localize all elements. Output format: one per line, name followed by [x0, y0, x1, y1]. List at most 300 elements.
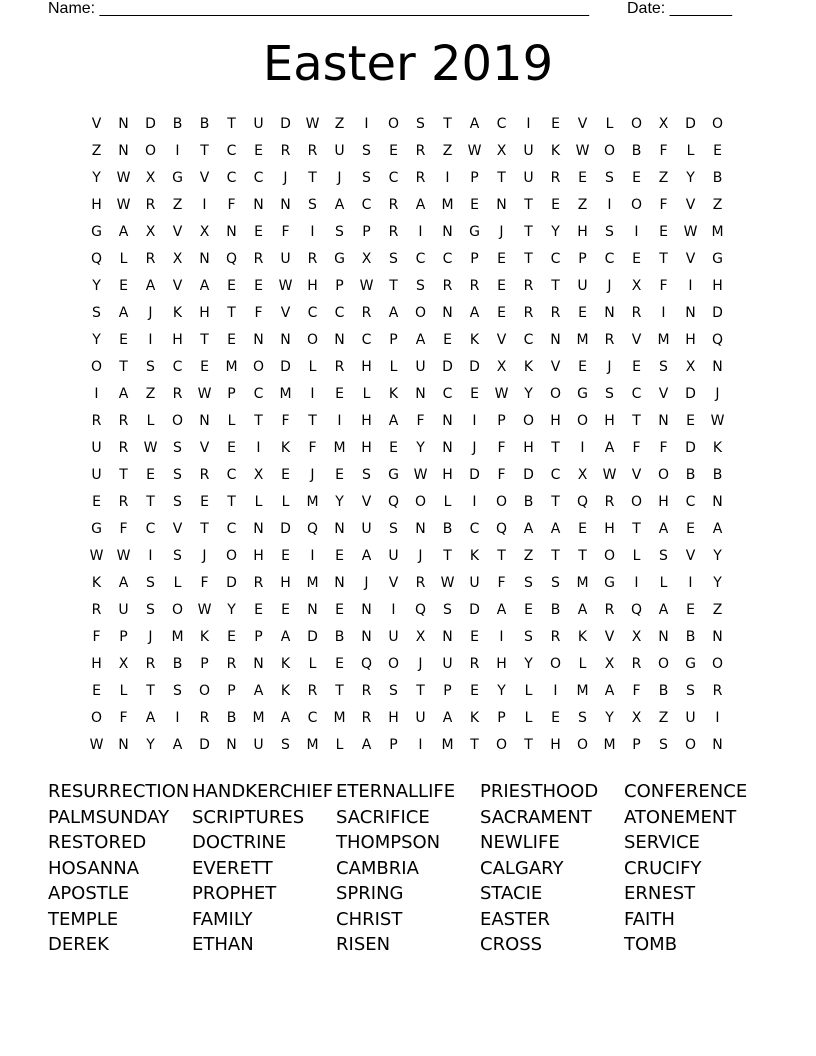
grid-row [83, 246, 733, 273]
grid-letter: A [388, 413, 399, 429]
word-bank-item: CALGARY [480, 857, 564, 879]
grid-letter: A [415, 197, 426, 213]
grid-letter: E [443, 332, 452, 348]
grid-letter: A [334, 197, 345, 213]
grid-letter: B [685, 467, 696, 483]
grid-letter: O [684, 737, 697, 753]
grid-letter: R [415, 575, 426, 591]
grid-letter: F [659, 143, 668, 159]
grid-letter: T [146, 494, 155, 510]
grid-letter: B [685, 629, 696, 645]
grid-letter: U [523, 170, 534, 186]
word-bank-item: SACRIFICE [336, 806, 430, 828]
grid-letter: R [91, 413, 102, 429]
grid-letter: P [119, 629, 128, 645]
grid-letter: E [254, 224, 263, 240]
word-bank-item: CONFERENCE [624, 781, 748, 802]
grid-letter: V [496, 332, 507, 348]
grid-letter: D [469, 359, 480, 375]
grid-letter: Z [712, 602, 723, 618]
grid-letter: A [496, 602, 507, 618]
grid-letter: N [442, 629, 453, 645]
grid-letter: U [118, 602, 129, 618]
grid-letter: Q [225, 251, 238, 267]
grid-letter: O [171, 602, 184, 618]
grid-letter: V [199, 440, 210, 456]
grid-letter: L [578, 656, 587, 672]
grid-letter: N [658, 413, 669, 429]
grid-letter: A [280, 710, 291, 726]
grid-letter: J [148, 305, 153, 321]
grid-letter: K [523, 359, 534, 375]
grid-letter: R [118, 494, 129, 510]
grid-letter: S [524, 575, 533, 591]
name-field[interactable]: Name: _______________________________________________________ [48, 0, 589, 17]
grid-letter: H [604, 413, 615, 429]
grid-letter: M [711, 224, 724, 240]
grid-letter: A [415, 332, 426, 348]
grid-letter: N [442, 224, 453, 240]
grid-letter: H [550, 737, 561, 753]
grid-letter: L [524, 710, 533, 726]
grid-letter: O [306, 332, 319, 348]
word-bank-item: TOMB [624, 934, 678, 955]
grid-letter: D [685, 116, 696, 132]
grid-letter: E [524, 602, 533, 618]
grid-letter: E [578, 170, 587, 186]
grid-letter: A [469, 116, 480, 132]
grid-letter: X [253, 467, 264, 483]
grid-letter: I [472, 413, 477, 429]
grid-letter: W [197, 386, 212, 402]
grid-letter: K [469, 332, 480, 348]
grid-letter: D [685, 440, 696, 456]
word-bank-item: SCRIPTURES [192, 806, 305, 828]
grid-letter: P [443, 683, 452, 699]
grid-letter: U [91, 467, 102, 483]
grid-letter: E [281, 548, 290, 564]
grid-letter: Q [90, 251, 103, 267]
grid-letter: N [712, 494, 723, 510]
grid-letter: I [418, 737, 423, 753]
grid-letter: J [364, 575, 369, 591]
grid-letter: B [550, 602, 561, 618]
grid-letter: F [227, 197, 236, 213]
grid-letter: A [145, 278, 156, 294]
grid-letter: Y [92, 278, 101, 294]
grid-letter: T [443, 116, 452, 132]
grid-letter: D [469, 602, 480, 618]
grid-letter: M [225, 359, 238, 375]
grid-letter: T [524, 224, 533, 240]
grid-letter: R [469, 656, 480, 672]
grid-letter: I [607, 197, 612, 213]
grid-letter: D [226, 575, 237, 591]
grid-letter: K [469, 548, 480, 564]
grid-letter: A [361, 548, 372, 564]
grid-letter: C [361, 332, 372, 348]
grid-letter: S [173, 440, 182, 456]
grid-letter: R [631, 305, 642, 321]
grid-letter: C [226, 170, 237, 186]
word-bank-item: RESURRECTION [48, 781, 190, 802]
grid-letter: U [280, 251, 291, 267]
grid-letter: K [712, 440, 723, 456]
grid-letter: T [227, 305, 236, 321]
grid-letter: J [418, 548, 423, 564]
grid-letter: P [227, 386, 236, 402]
grid-letter: A [550, 521, 561, 537]
grid-letter: U [253, 116, 264, 132]
grid-letter: S [281, 737, 290, 753]
word-bank-item: TEMPLE [48, 908, 119, 930]
grid-letter: M [657, 332, 670, 348]
grid-letter: I [94, 386, 99, 402]
grid-letter: N [361, 602, 372, 618]
grid-letter: P [200, 656, 209, 672]
grid-letter: H [496, 656, 507, 672]
grid-letter: U [442, 656, 453, 672]
grid-letter: N [253, 521, 264, 537]
grid-letter: E [254, 602, 263, 618]
grid-letter: C [253, 386, 264, 402]
word-bank-item: ATONEMENT [624, 806, 737, 828]
grid-letter: V [172, 521, 183, 537]
grid-letter: X [145, 170, 156, 186]
grid-letter: N [118, 116, 129, 132]
grid-letter: W [143, 440, 158, 456]
grid-letter: T [443, 548, 452, 564]
grid-letter: E [335, 467, 344, 483]
grid-letter: Q [495, 521, 508, 537]
grid-letter: Y [92, 332, 101, 348]
word-bank-item: HANDKERCHIEF [192, 781, 334, 802]
grid-letter: Z [577, 197, 588, 213]
grid-letter: Y [713, 548, 722, 564]
word-bank-item: HOSANNA [48, 857, 140, 879]
grid-letter: W [278, 278, 293, 294]
grid-letter: T [200, 521, 209, 537]
grid-letter: A [361, 737, 372, 753]
grid-letter: O [225, 548, 238, 564]
grid-letter: E [497, 251, 506, 267]
grid-letter: C [550, 467, 561, 483]
grid-letter: O [414, 494, 427, 510]
grid-letter: S [524, 629, 533, 645]
grid-letter: P [497, 413, 506, 429]
grid-letter: G [712, 251, 723, 267]
grid-letter: T [524, 251, 533, 267]
grid-letter: E [551, 197, 560, 213]
grid-letter: S [362, 467, 371, 483]
grid-letter: L [281, 494, 290, 510]
grid-letter: X [199, 224, 210, 240]
grid-letter: V [631, 467, 642, 483]
grid-letter: V [199, 170, 210, 186]
grid-letter: P [389, 737, 398, 753]
grid-letter: L [686, 143, 695, 159]
grid-letter: A [388, 305, 399, 321]
grid-letter: C [253, 170, 264, 186]
grid-letter: L [443, 494, 452, 510]
grid-letter: K [172, 305, 183, 321]
grid-letter: T [551, 278, 560, 294]
grid-letter: E [713, 143, 722, 159]
grid-letter: M [576, 575, 589, 591]
grid-letter: F [632, 683, 641, 699]
grid-letter: E [254, 278, 263, 294]
grid-letter: L [335, 737, 344, 753]
grid-row [83, 219, 733, 246]
grid-letter: V [658, 386, 669, 402]
grid-letter: J [148, 629, 153, 645]
grid-letter: L [308, 359, 317, 375]
grid-letter: R [550, 305, 561, 321]
grid-letter: S [362, 143, 371, 159]
grid-letter: U [388, 548, 399, 564]
grid-letter: W [89, 737, 104, 753]
grid-letter: E [281, 602, 290, 618]
grid-letter: O [657, 656, 670, 672]
grid-letter: K [469, 710, 480, 726]
grid-letter: C [496, 116, 507, 132]
word-bank-item: EVERETT [192, 857, 273, 879]
grid-letter: S [605, 386, 614, 402]
grid-letter: E [632, 359, 641, 375]
grid-letter: P [497, 710, 506, 726]
grid-letter: L [605, 116, 614, 132]
grid-row [83, 354, 733, 381]
grid-letter: F [119, 710, 128, 726]
grid-row [83, 570, 733, 597]
grid-letter: F [308, 440, 317, 456]
grid-letter: I [580, 440, 585, 456]
grid-letter: E [578, 521, 587, 537]
grid-row [83, 624, 733, 651]
grid-letter: E [551, 116, 560, 132]
grid-letter: I [337, 413, 342, 429]
grid-letter: Z [658, 170, 669, 186]
grid-letter: E [551, 710, 560, 726]
word-bank-item: SPRING [336, 883, 404, 904]
grid-letter: T [146, 683, 155, 699]
word-bank-item: SACRAMENT [480, 806, 592, 828]
word-bank-item: CRUCIFY [624, 857, 702, 879]
grid-letter: E [470, 386, 479, 402]
grid-letter: B [172, 656, 183, 672]
grid-letter: O [603, 548, 616, 564]
grid-letter: M [441, 197, 454, 213]
grid-letter: X [631, 629, 642, 645]
grid-letter: I [148, 548, 153, 564]
grid-letter: D [523, 467, 534, 483]
grid-letter: Y [605, 710, 614, 726]
grid-letter: T [551, 440, 560, 456]
grid-letter: R [118, 440, 129, 456]
grid-row [83, 408, 733, 435]
grid-letter: E [497, 278, 506, 294]
grid-letter: R [253, 251, 264, 267]
grid-letter: M [306, 494, 319, 510]
grid-letter: Z [658, 710, 669, 726]
grid-letter: E [200, 359, 209, 375]
grid-letter: C [523, 332, 534, 348]
grid-letter: G [577, 386, 588, 402]
grid-letter: E [470, 683, 479, 699]
grid-letter: G [469, 224, 480, 240]
word-bank-item: ETHAN [192, 934, 254, 955]
grid-letter: R [550, 629, 561, 645]
grid-letter: X [604, 656, 615, 672]
grid-letter: E [200, 494, 209, 510]
grid-letter: H [253, 548, 264, 564]
grid-letter: E [227, 332, 236, 348]
header [48, 0, 748, 20]
grid-letter: U [577, 278, 588, 294]
grid-letter: F [200, 575, 209, 591]
word-bank-item: CHRIST [336, 908, 403, 930]
grid-letter: D [685, 386, 696, 402]
word-bank-item: NEWLIFE [480, 832, 560, 853]
grid-letter: W [440, 575, 455, 591]
grid-letter: R [307, 683, 318, 699]
grid-letter: D [280, 116, 291, 132]
grid-letter: C [361, 197, 372, 213]
grid-letter: N [712, 737, 723, 753]
grid-letter: R [334, 359, 345, 375]
grid-row [83, 543, 733, 570]
grid-letter: A [118, 224, 129, 240]
grid-letter: A [604, 683, 615, 699]
grid-letter: N [253, 656, 264, 672]
grid-letter: N [712, 629, 723, 645]
word-bank-item: RISEN [336, 934, 391, 955]
grid-letter: W [116, 197, 131, 213]
grid-letter: F [659, 278, 668, 294]
grid-letter: U [361, 521, 372, 537]
grid-letter: O [576, 737, 589, 753]
grid-letter: O [630, 197, 643, 213]
grid-letter: V [361, 494, 372, 510]
grid-letter: H [604, 521, 615, 537]
grid-letter: F [281, 413, 290, 429]
grid-letter: I [310, 548, 315, 564]
grid-letter: V [91, 116, 102, 132]
grid-letter: A [118, 305, 129, 321]
grid-letter: A [469, 305, 480, 321]
grid-letter: M [279, 386, 292, 402]
grid-letter: X [631, 710, 642, 726]
grid-letter: E [119, 278, 128, 294]
grid-letter: W [413, 467, 428, 483]
grid-letter: C [226, 467, 237, 483]
grid-letter: W [359, 278, 374, 294]
grid-letter: E [92, 683, 101, 699]
grid-letter: T [389, 278, 398, 294]
grid-letter: F [497, 467, 506, 483]
grid-letter: V [280, 305, 291, 321]
grid-letter: T [470, 737, 479, 753]
grid-letter: T [308, 413, 317, 429]
grid-letter: U [91, 440, 102, 456]
grid-letter: I [418, 224, 423, 240]
grid-letter: S [416, 116, 425, 132]
grid-letter: P [389, 332, 398, 348]
grid-letter: C [631, 386, 642, 402]
grid-letter: I [364, 116, 369, 132]
grid-letter: O [171, 413, 184, 429]
grid-letter: Y [524, 386, 533, 402]
word-search-grid [83, 111, 733, 759]
grid-letter: N [658, 629, 669, 645]
grid-letter: B [334, 629, 345, 645]
grid-letter: R [604, 332, 615, 348]
grid-letter: O [90, 710, 103, 726]
date-field[interactable]: Date: _______ [627, 0, 732, 17]
grid-letter: U [685, 710, 696, 726]
grid-letter: T [497, 170, 506, 186]
grid-row [83, 678, 733, 705]
grid-letter: L [227, 413, 236, 429]
grid-letter: O [576, 413, 589, 429]
grid-letter: A [523, 521, 534, 537]
grid-letter: V [631, 332, 642, 348]
grid-letter: H [388, 710, 399, 726]
page-title: Easter 2019 [262, 36, 554, 92]
grid-letter: N [334, 575, 345, 591]
grid-row [83, 651, 733, 678]
grid-letter: X [118, 656, 129, 672]
grid-letter: E [254, 143, 263, 159]
grid-letter: N [199, 413, 210, 429]
grid-letter: N [334, 521, 345, 537]
grid-letter: W [683, 224, 698, 240]
grid-letter: H [361, 359, 372, 375]
grid-letter: A [712, 521, 723, 537]
grid-letter: E [227, 440, 236, 456]
grid-letter: L [362, 386, 371, 402]
grid-letter: W [116, 548, 131, 564]
grid-letter: K [280, 656, 291, 672]
grid-letter: E [578, 305, 587, 321]
grid-letter: O [603, 143, 616, 159]
grid-letter: L [173, 575, 182, 591]
grid-letter: N [685, 305, 696, 321]
grid-letter: F [659, 440, 668, 456]
grid-letter: R [361, 710, 372, 726]
grid-letter: S [92, 305, 101, 321]
grid-letter: C [388, 170, 399, 186]
grid-letter: U [253, 737, 264, 753]
grid-letter: X [685, 359, 696, 375]
grid-letter: R [172, 386, 183, 402]
grid-letter: D [307, 629, 318, 645]
grid-letter: K [550, 143, 561, 159]
grid-letter: N [226, 224, 237, 240]
grid-letter: N [280, 197, 291, 213]
grid-letter: S [659, 359, 668, 375]
grid-letter: B [631, 143, 642, 159]
grid-row [83, 705, 733, 732]
grid-letter: E [146, 467, 155, 483]
grid-letter: H [280, 575, 291, 591]
grid-letter: F [416, 413, 425, 429]
grid-letter: J [283, 170, 288, 186]
grid-letter: V [172, 278, 183, 294]
grid-letter: U [388, 629, 399, 645]
grid-letter: Y [686, 170, 695, 186]
grid-letter: O [495, 494, 508, 510]
